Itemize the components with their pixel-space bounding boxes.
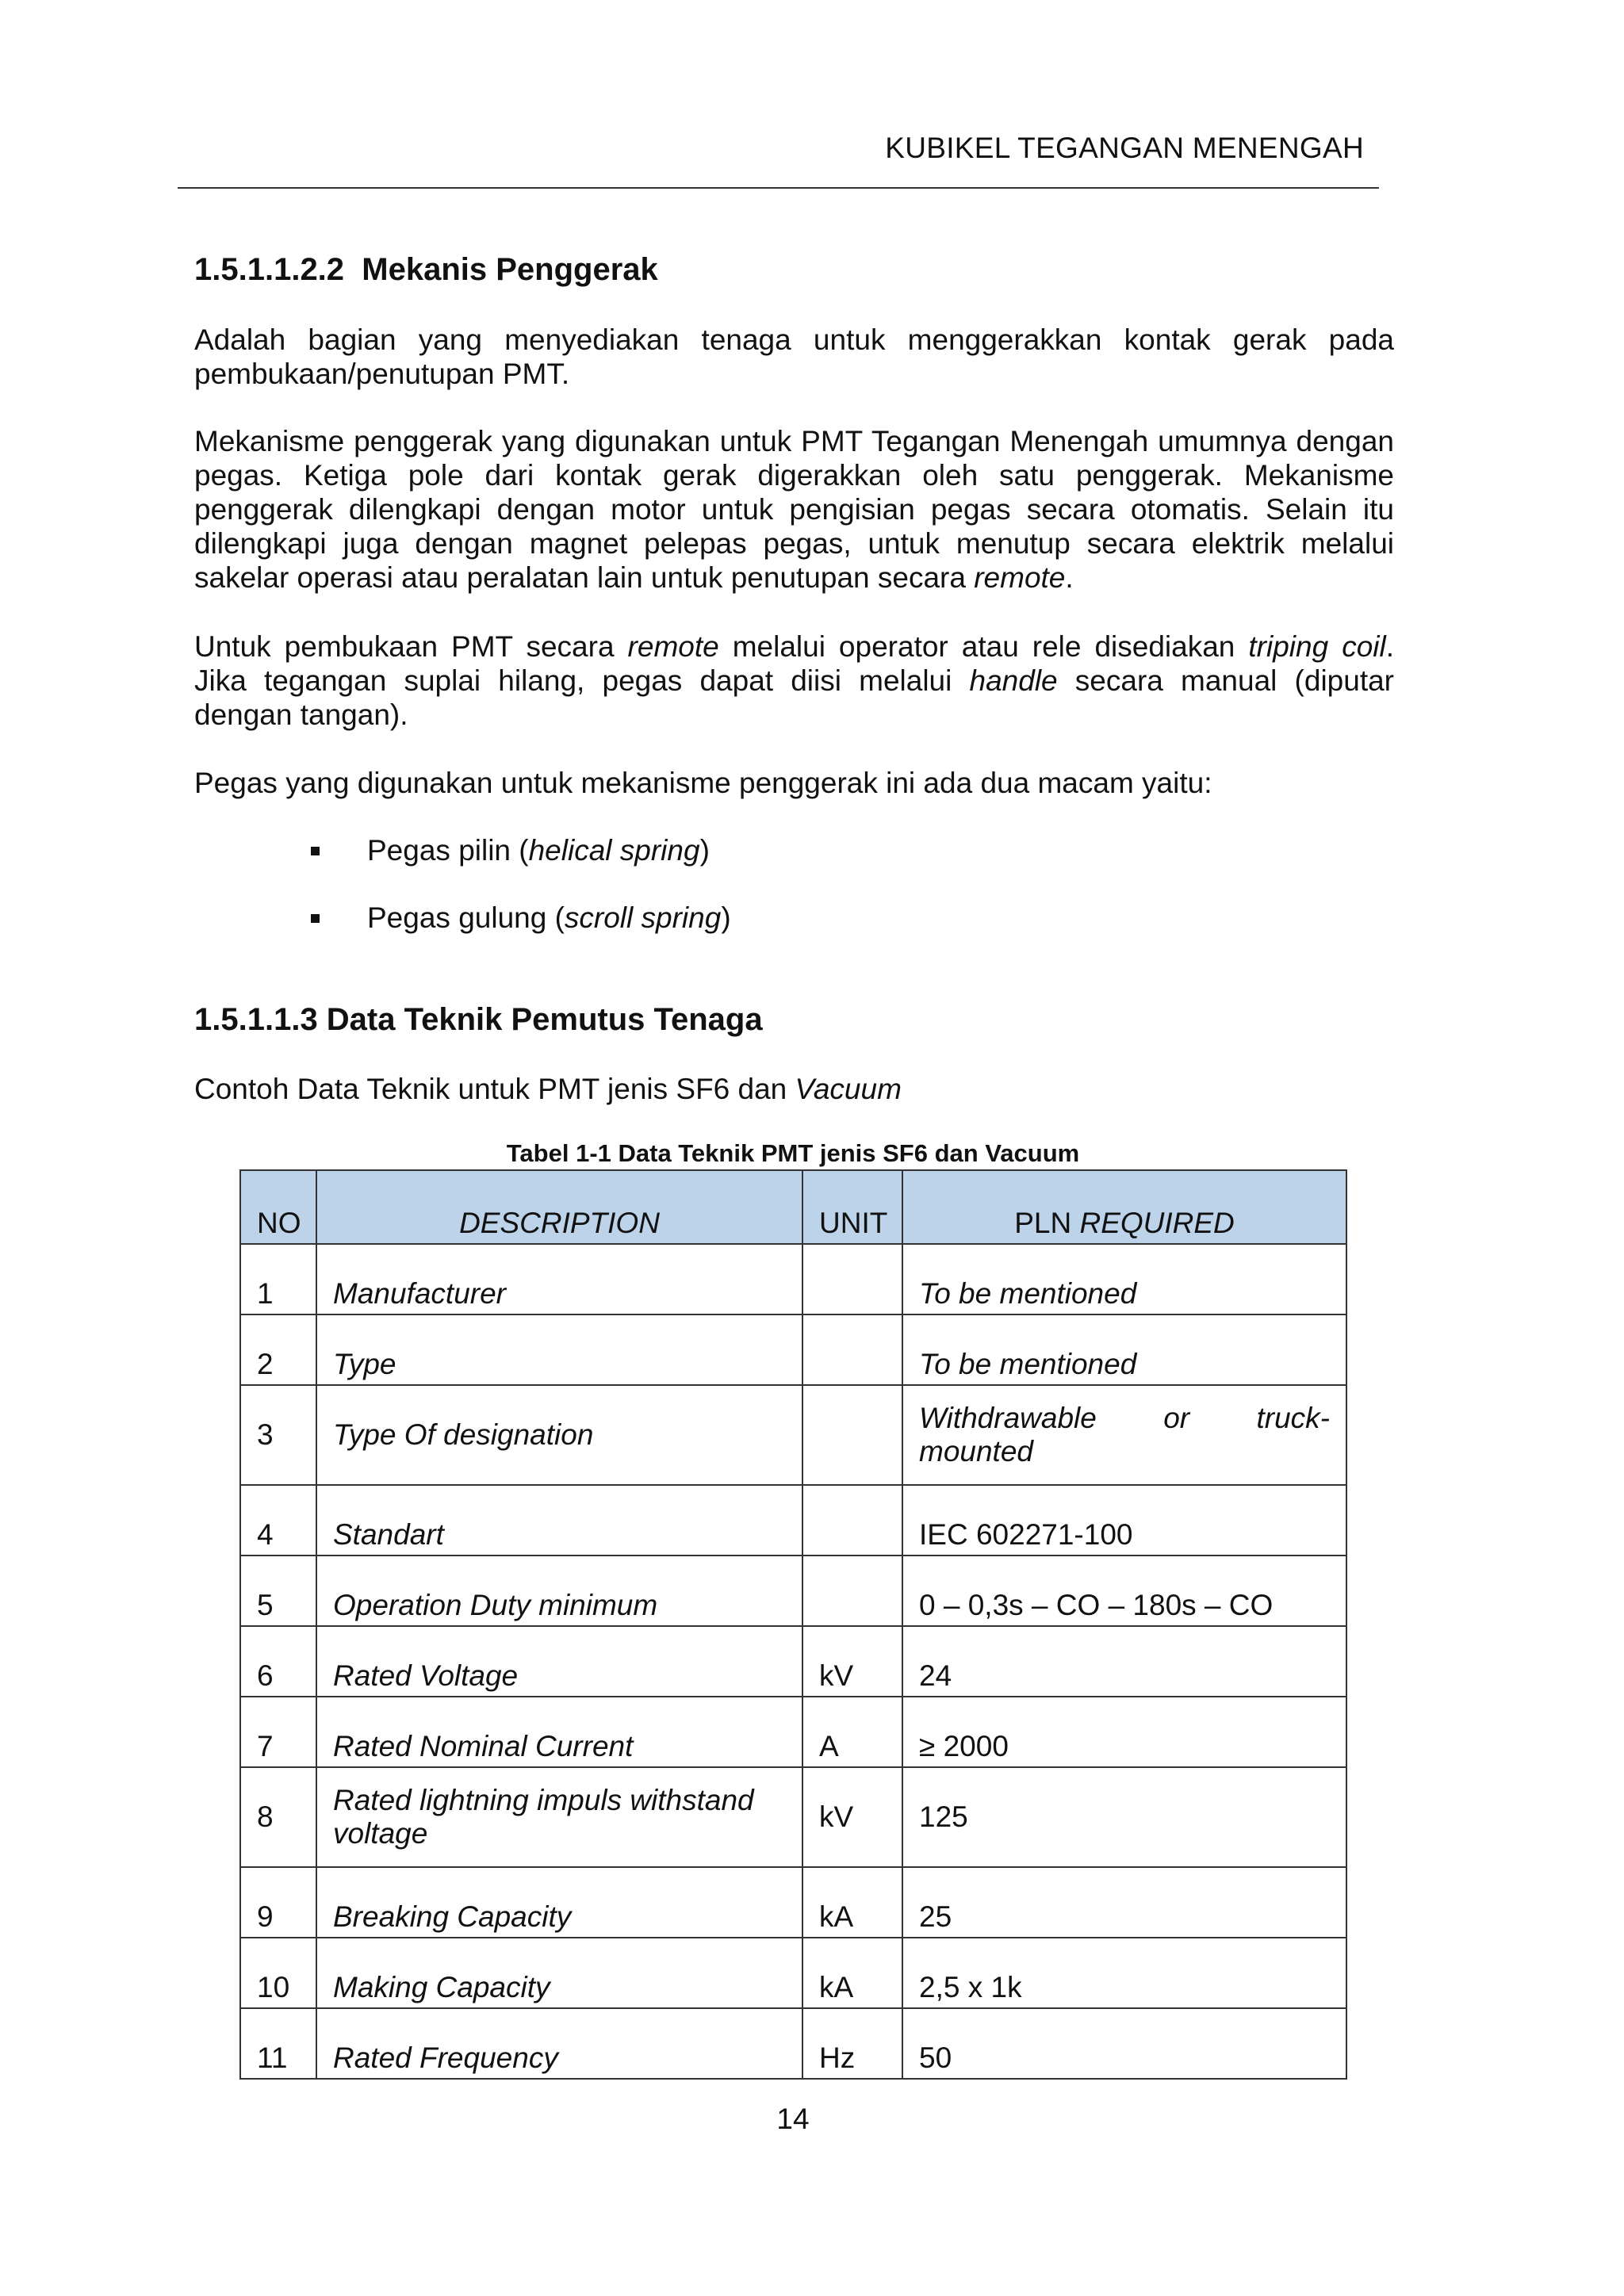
bullet-square-icon xyxy=(311,914,320,923)
table-row xyxy=(240,2008,1346,2079)
cell-unit: A xyxy=(802,1697,902,1767)
table-header-row xyxy=(240,1170,1346,1244)
cell-value: 24 xyxy=(902,1626,1346,1697)
cell-description: Standart xyxy=(316,1485,802,1556)
table-row xyxy=(240,1767,1346,1867)
cell-no: 1 xyxy=(240,1244,316,1314)
paragraph-3-text-d: secara manual (diputar dengan tangan). xyxy=(194,664,1395,731)
cell-no: 5 xyxy=(240,1556,316,1626)
header-pln-required xyxy=(902,1170,1346,1244)
table-row xyxy=(240,1938,1346,2008)
spring-type-list xyxy=(194,833,1394,867)
header-divider xyxy=(178,187,1379,189)
cell-value-word: Withdrawable xyxy=(919,1402,1097,1434)
paragraph-3-emphasis-handle: handle xyxy=(969,664,1058,697)
cell-description: Type Of designation xyxy=(316,1385,802,1485)
cell-value: 2,5 x 1k xyxy=(902,1938,1346,2008)
cell-value: ≥ 2000 xyxy=(902,1697,1346,1767)
cell-unit xyxy=(802,1556,902,1626)
cell-description: Making Capacity xyxy=(316,1938,802,2008)
list-item-text: Pegas pilin ( xyxy=(367,834,529,867)
list-item xyxy=(194,901,1394,935)
section-title: Mekanis Penggerak xyxy=(362,252,658,287)
table-intro xyxy=(194,1072,1394,1106)
paragraph-2-text: Mekanisme penggerak yang digunakan untuk PMT Tegangan Menengah umumnya dengan pegas. Ketiga pole dari kontak gerak digerakkan oleh satu penggerak. Mekanisme penggerak dilengkapi dengan motor untuk pengisian pegas secara otomatis. Selain itu dilengkapi juga dengan magnet pelepas pegas, untuk menutup secara elektrik melalui sakelar operasi atau peralatan lain untuk penutupan secara xyxy=(194,425,1394,594)
paragraph-3-text-c: . Jika tegangan suplai hilang, pegas dapat diisi melalui xyxy=(194,630,1394,697)
section-number: 1.5.1.1.2.2 xyxy=(194,252,345,287)
paragraph-2-end: . xyxy=(1065,561,1074,594)
list-item-emphasis: scroll spring xyxy=(564,901,722,934)
cell-no: 4 xyxy=(240,1485,316,1556)
table-row xyxy=(240,1867,1346,1938)
cell-value xyxy=(902,1385,1346,1485)
paragraph-3-text-b: melalui operator atau rele disediakan xyxy=(718,630,1249,663)
cell-unit xyxy=(802,1244,902,1314)
cell-description: Rated Nominal Current xyxy=(316,1697,802,1767)
table-row xyxy=(240,1626,1346,1697)
cell-value: IEC 602271-100 xyxy=(902,1485,1346,1556)
cell-no: 3 xyxy=(240,1385,316,1485)
table-row xyxy=(240,1385,1346,1485)
list-item-close: ) xyxy=(699,834,710,867)
cell-description: Type xyxy=(316,1314,802,1385)
cell-unit xyxy=(802,1485,902,1556)
cell-value: To be mentioned xyxy=(902,1244,1346,1314)
table-row xyxy=(240,1485,1346,1556)
header-required: REQUIRED xyxy=(1079,1207,1235,1239)
list-item-text: Pegas gulung ( xyxy=(367,901,565,934)
section-heading-mekanis xyxy=(194,252,1394,288)
table-intro-emphasis: Vacuum xyxy=(795,1073,902,1105)
cell-unit: kA xyxy=(802,1938,902,2008)
cell-description: Rated Voltage xyxy=(316,1626,802,1697)
cell-value-line-1 xyxy=(919,1402,1330,1435)
header-description: DESCRIPTION xyxy=(316,1170,802,1244)
table-row xyxy=(240,1314,1346,1385)
section-heading-data-teknik: 1.5.1.1.3 Data Teknik Pemutus Tenaga xyxy=(194,1002,763,1037)
cell-no: 7 xyxy=(240,1697,316,1767)
cell-description: Operation Duty minimum xyxy=(316,1556,802,1626)
cell-no: 8 xyxy=(240,1767,316,1867)
cell-description: Manufacturer xyxy=(316,1244,802,1314)
cell-description: Rated Frequency xyxy=(316,2008,802,2079)
cell-description-line-2: voltage xyxy=(333,1817,428,1850)
list-item-emphasis: helical spring xyxy=(528,834,700,867)
paragraph-3-emphasis-remote: remote xyxy=(627,630,719,663)
header-pln: PLN xyxy=(1014,1207,1080,1239)
cell-unit: kV xyxy=(802,1767,902,1867)
cell-unit xyxy=(802,1314,902,1385)
header-unit: UNIT xyxy=(802,1170,902,1244)
cell-unit xyxy=(802,1385,902,1485)
cell-no: 2 xyxy=(240,1314,316,1385)
cell-no: 9 xyxy=(240,1867,316,1938)
paragraph-3 xyxy=(194,629,1394,732)
cell-no: 6 xyxy=(240,1626,316,1697)
cell-no: 11 xyxy=(240,2008,316,2079)
cell-description-line-1: Rated lightning impuls withstand xyxy=(333,1784,754,1816)
paragraph-2 xyxy=(194,424,1394,595)
spring-type-list-2 xyxy=(194,901,1394,935)
cell-value: 0 – 0,3s – CO – 180s – CO xyxy=(902,1556,1346,1626)
cell-description: Breaking Capacity xyxy=(316,1867,802,1938)
cell-value: 50 xyxy=(902,2008,1346,2079)
page-number: 14 xyxy=(776,2103,810,2135)
paragraph-2-emphasis: remote xyxy=(974,561,1066,594)
cell-no: 10 xyxy=(240,1938,316,2008)
list-item-close: ) xyxy=(721,901,731,934)
technical-data-table xyxy=(239,1169,1347,2080)
cell-unit: kV xyxy=(802,1626,902,1697)
running-header: KUBIKEL TEGANGAN MENENGAH xyxy=(885,132,1364,164)
cell-unit: kA xyxy=(802,1867,902,1938)
table-row xyxy=(240,1244,1346,1314)
cell-description xyxy=(316,1767,802,1867)
cell-value-line-2: mounted xyxy=(919,1435,1033,1468)
paragraph-1: Adalah bagian yang menyediakan tenaga untuk menggerakkan kontak gerak pada pembukaan/penutupan PMT. xyxy=(194,323,1394,390)
cell-value-word: truck- xyxy=(1256,1402,1330,1434)
table-caption: Tabel 1-1 Data Teknik PMT jenis SF6 dan Vacuum xyxy=(506,1139,1080,1167)
cell-value: To be mentioned xyxy=(902,1314,1346,1385)
bullet-square-icon xyxy=(311,847,320,855)
table-row xyxy=(240,1697,1346,1767)
paragraph-3-text-a: Untuk pembukaan PMT secara xyxy=(194,630,628,663)
cell-value-word: or xyxy=(1163,1402,1190,1434)
table-intro-text: Contoh Data Teknik untuk PMT jenis SF6 dan xyxy=(194,1073,795,1105)
header-no: NO xyxy=(240,1170,316,1244)
table-row xyxy=(240,1556,1346,1626)
cell-unit: Hz xyxy=(802,2008,902,2079)
list-item xyxy=(194,833,1394,867)
paragraph-4: Pegas yang digunakan untuk mekanisme penggerak ini ada dua macam yaitu: xyxy=(194,767,1212,799)
cell-value: 25 xyxy=(902,1867,1346,1938)
paragraph-3-emphasis-triping: triping coil xyxy=(1248,630,1386,663)
cell-value: 125 xyxy=(902,1767,1346,1867)
